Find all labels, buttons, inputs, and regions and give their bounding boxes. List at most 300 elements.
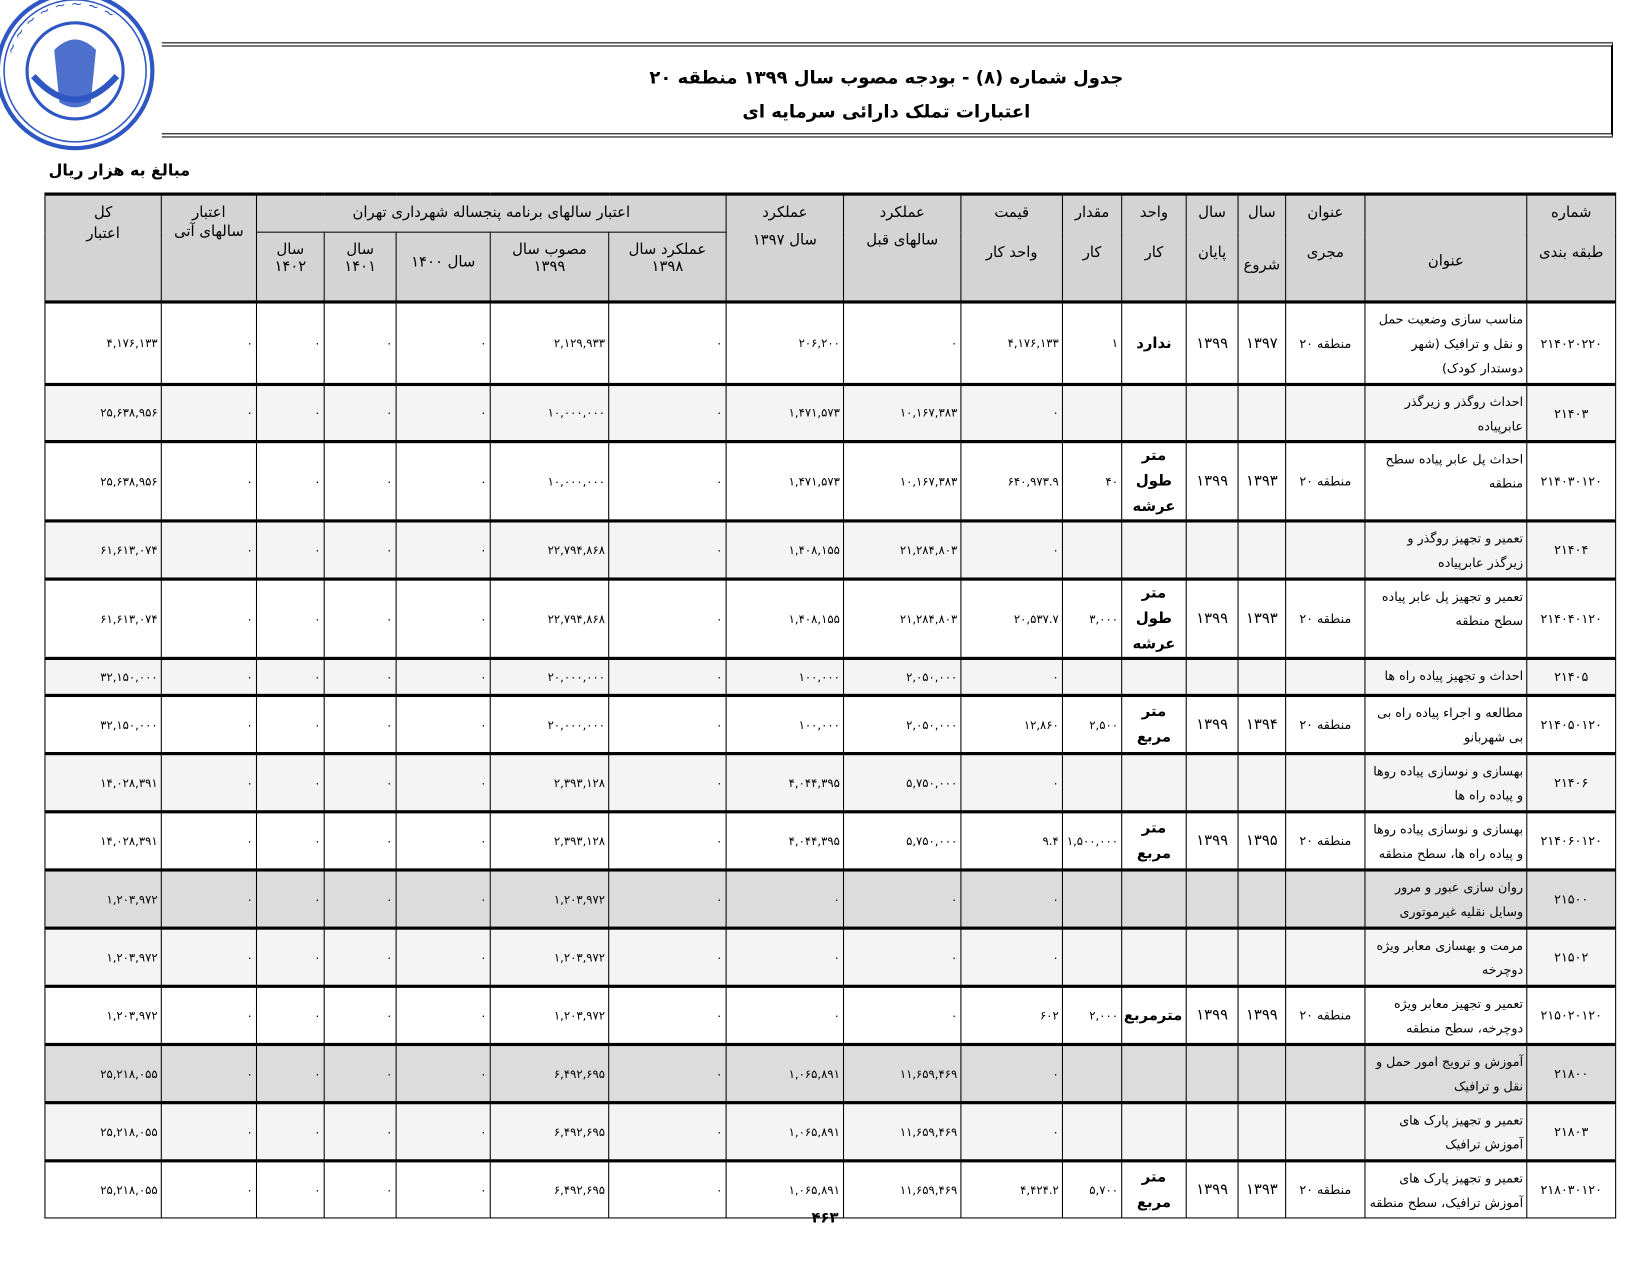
cell-future: ۰ bbox=[161, 658, 256, 695]
cell-future: ۰ bbox=[161, 384, 256, 441]
col-label: سال bbox=[1198, 204, 1226, 222]
cell-a99: ۱۰,۰۰۰,۰۰۰ bbox=[490, 384, 608, 441]
cell-executor: منطقه ۲۰ bbox=[1286, 302, 1365, 385]
cell-p97: ۰ bbox=[726, 870, 843, 928]
cell-prev: ۰ bbox=[844, 986, 961, 1044]
cell-qty bbox=[1062, 658, 1121, 695]
col-label: عملکرد سال bbox=[628, 241, 707, 259]
cell-title: احداث پل عابر پیاده سطح منطقه bbox=[1365, 442, 1527, 521]
cell-y1400: ۰ bbox=[396, 870, 490, 928]
cell-future: ۰ bbox=[161, 754, 256, 812]
cell-y1401: ۰ bbox=[324, 928, 396, 986]
cell-start: ۱۳۹۷ bbox=[1238, 302, 1286, 385]
cell-y1402: ۰ bbox=[256, 384, 324, 441]
cell-p97: ۱,۰۶۵,۸۹۱ bbox=[726, 1044, 843, 1102]
cell-title: بهسازی و نوسازی پیاده روها و پیاده راه ها، سطح منطقه bbox=[1365, 812, 1527, 870]
cell-end bbox=[1186, 384, 1238, 441]
col-label: عملکرد bbox=[879, 204, 925, 222]
cell-y1402: ۰ bbox=[256, 658, 324, 695]
cell-total: ۶۱,۶۱۳,۰۷۴ bbox=[45, 521, 161, 579]
cell-y1402: ۰ bbox=[256, 579, 324, 658]
cell-title: بهسازی و نوسازی پیاده روها و پیاده راه ها bbox=[1365, 754, 1527, 812]
cell-future: ۰ bbox=[161, 986, 256, 1044]
cell-code: ۲۱۸۰۳۰۱۲۰ bbox=[1527, 1161, 1616, 1218]
cell-y1400: ۰ bbox=[396, 754, 490, 812]
cell-start bbox=[1238, 754, 1286, 812]
cell-unit bbox=[1122, 521, 1187, 579]
cell-code: ۲۱۵۰۰ bbox=[1527, 870, 1616, 928]
cell-y1400: ۰ bbox=[396, 1044, 490, 1102]
cell-code: ۲۱۵۰۲۰۱۲۰ bbox=[1527, 986, 1616, 1044]
cell-price: ۰ bbox=[961, 658, 1063, 695]
cell-code: ۲۱۴۰۶ bbox=[1527, 754, 1616, 812]
table-row bbox=[45, 986, 1616, 1044]
cell-y1402: ۰ bbox=[256, 442, 324, 521]
cell-price: ۰ bbox=[961, 521, 1063, 579]
cell-future: ۰ bbox=[161, 870, 256, 928]
cell-title: تعمیر و تجهیز پارک های آموزش ترافیک bbox=[1365, 1103, 1527, 1161]
table-row bbox=[45, 928, 1616, 986]
col-label: کار bbox=[1144, 244, 1164, 262]
cell-p98: ۰ bbox=[609, 695, 726, 753]
cell-p97: ۱,۴۰۸,۱۵۵ bbox=[726, 521, 843, 579]
col-label: واحد bbox=[1139, 204, 1169, 222]
cell-start: ۱۳۹۹ bbox=[1238, 986, 1286, 1044]
cell-future: ۰ bbox=[161, 812, 256, 870]
cell-title: روان سازی عبور و مرور وسایل نقلیه غیرموتوری bbox=[1365, 870, 1527, 928]
title-box bbox=[162, 42, 1613, 137]
table-row bbox=[45, 812, 1616, 870]
cell-y1400: ۰ bbox=[396, 302, 490, 385]
col-label: اعتبار bbox=[86, 225, 120, 243]
cell-title: مرمت و بهسازی معابر ویژه دوچرخه bbox=[1365, 928, 1527, 986]
cell-start: ۱۳۹۳ bbox=[1238, 579, 1286, 658]
col-total bbox=[45, 194, 161, 302]
page-number: ۴۶۳ bbox=[811, 1210, 839, 1227]
cell-prev: ۲۱,۲۸۴,۸۰۳ bbox=[844, 521, 961, 579]
cell-unit: مترمربع bbox=[1122, 986, 1187, 1044]
cell-a99: ۱,۲۰۳,۹۷۲ bbox=[490, 986, 608, 1044]
cell-unit bbox=[1122, 754, 1187, 812]
cell-end bbox=[1186, 754, 1238, 812]
cell-unit: متر مربع bbox=[1122, 695, 1187, 753]
col-label: شروع bbox=[1243, 257, 1281, 274]
cell-prev: ۲۱,۲۸۴,۸۰۳ bbox=[844, 579, 961, 658]
cell-code: ۲۱۸۰۳ bbox=[1527, 1103, 1616, 1161]
col-label: مصوب سال bbox=[512, 241, 587, 259]
cell-unit bbox=[1122, 1103, 1187, 1161]
cell-price: ۶۰۲ bbox=[961, 986, 1063, 1044]
cell-code: ۲۱۴۰۵۰۱۲۰ bbox=[1527, 695, 1616, 753]
cell-start bbox=[1238, 1044, 1286, 1102]
col-label: ۱۳۹۸ bbox=[651, 258, 684, 276]
cell-title: احداث و تجهیز پیاده راه ها bbox=[1365, 658, 1527, 695]
cell-prev: ۵,۷۵۰,۰۰۰ bbox=[844, 754, 961, 812]
cell-y1401: ۰ bbox=[324, 986, 396, 1044]
col-label: عملکرد bbox=[762, 204, 808, 222]
cell-code: ۲۱۴۰۴۰۱۲۰ bbox=[1527, 579, 1616, 658]
table-row bbox=[45, 658, 1616, 695]
table-row bbox=[45, 384, 1616, 441]
col-label: طبقه بندی bbox=[1539, 244, 1604, 262]
col-unit bbox=[1122, 194, 1187, 302]
cell-a99: ۱,۲۰۳,۹۷۲ bbox=[490, 870, 608, 928]
cell-total: ۳۲,۱۵۰,۰۰۰ bbox=[45, 695, 161, 753]
col-label: سالهای قبل bbox=[866, 231, 939, 249]
col-label: سال ۱۴۰۰ bbox=[411, 253, 476, 271]
cell-unit bbox=[1122, 1044, 1187, 1102]
cell-executor bbox=[1286, 870, 1365, 928]
cell-executor: منطقه ۲۰ bbox=[1286, 986, 1365, 1044]
cell-code: ۲۱۸۰۰ bbox=[1527, 1044, 1616, 1102]
col-start bbox=[1238, 194, 1286, 302]
cell-title: احداث روگذر و زیرگذر عابرپیاده bbox=[1365, 384, 1527, 441]
cell-start bbox=[1238, 1103, 1286, 1161]
cell-title: آموزش و ترویج امور حمل و نقل و ترافیک bbox=[1365, 1044, 1527, 1102]
col-label: واحد کار bbox=[985, 244, 1038, 262]
cell-start: ۱۳۹۴ bbox=[1238, 695, 1286, 753]
cell-future: ۰ bbox=[161, 302, 256, 385]
cell-price: ۶۴۰,۹۷۳.۹ bbox=[961, 442, 1063, 521]
cell-qty bbox=[1062, 928, 1121, 986]
cell-unit: متر طول عرشه bbox=[1122, 579, 1187, 658]
cell-y1401: ۰ bbox=[324, 695, 396, 753]
cell-title: تعمیر و تجهیز پل عابر پیاده سطح منطقه bbox=[1365, 579, 1527, 658]
cell-end bbox=[1186, 1044, 1238, 1102]
col-label: ۱۴۰۲ bbox=[274, 258, 307, 276]
cell-y1400: ۰ bbox=[396, 695, 490, 753]
cell-y1401: ۰ bbox=[324, 1103, 396, 1161]
cell-total: ۶۱,۶۱۳,۰۷۴ bbox=[45, 579, 161, 658]
cell-y1400: ۰ bbox=[396, 384, 490, 441]
table-body bbox=[45, 302, 1616, 1218]
cell-total: ۱,۲۰۳,۹۷۲ bbox=[45, 986, 161, 1044]
col-y1401 bbox=[324, 232, 396, 302]
cell-executor bbox=[1286, 1044, 1365, 1102]
cell-p97: ۱۰۰,۰۰۰ bbox=[726, 658, 843, 695]
cell-y1401: ۰ bbox=[324, 658, 396, 695]
cell-executor: منطقه ۲۰ bbox=[1286, 1161, 1365, 1218]
cell-unit bbox=[1122, 870, 1187, 928]
cell-end: ۱۳۹۹ bbox=[1186, 442, 1238, 521]
cell-qty: ۴۰ bbox=[1062, 442, 1121, 521]
cell-prev: ۱۱,۶۵۹,۴۶۹ bbox=[844, 1103, 961, 1161]
cell-total: ۱۴,۰۲۸,۳۹۱ bbox=[45, 754, 161, 812]
cell-a99: ۲۲,۷۹۴,۸۶۸ bbox=[490, 521, 608, 579]
cell-future: ۰ bbox=[161, 695, 256, 753]
col-label: سال bbox=[1248, 204, 1276, 222]
cell-qty: ۵,۷۰۰ bbox=[1062, 1161, 1121, 1218]
cell-start: ۱۳۹۳ bbox=[1238, 1161, 1286, 1218]
cell-p97: ۱,۰۶۵,۸۹۱ bbox=[726, 1103, 843, 1161]
cell-total: ۱,۲۰۳,۹۷۲ bbox=[45, 870, 161, 928]
cell-a99: ۲۰,۰۰۰,۰۰۰ bbox=[490, 658, 608, 695]
cell-p98: ۰ bbox=[609, 302, 726, 385]
cell-title: مناسب سازی وضعیت حمل و نقل و ترافیک (شهر دوستدار کودک) bbox=[1365, 302, 1527, 385]
col-label: سال bbox=[276, 241, 305, 259]
cell-end bbox=[1186, 658, 1238, 695]
cell-unit: ندارد bbox=[1122, 302, 1187, 385]
cell-qty bbox=[1062, 1044, 1121, 1102]
cell-y1401: ۰ bbox=[324, 812, 396, 870]
cell-total: ۳۲,۱۵۰,۰۰۰ bbox=[45, 658, 161, 695]
cell-code: ۲۱۴۰۵ bbox=[1527, 658, 1616, 695]
cell-p97: ۱,۰۶۵,۸۹۱ bbox=[726, 1161, 843, 1218]
col-end bbox=[1186, 194, 1238, 302]
cell-y1402: ۰ bbox=[256, 928, 324, 986]
cell-title: مطالعه و اجراء پیاده راه بی بی شهربانو bbox=[1365, 695, 1527, 753]
cell-future: ۰ bbox=[161, 521, 256, 579]
cell-y1402: ۰ bbox=[256, 695, 324, 753]
unit-note: مبالغ به هزار ریال bbox=[48, 160, 191, 180]
cell-executor bbox=[1286, 928, 1365, 986]
cell-price: ۰ bbox=[961, 754, 1063, 812]
cell-code: ۲۱۴۰۳ bbox=[1527, 384, 1616, 441]
col-label: مقدار bbox=[1074, 204, 1110, 222]
col-title bbox=[1365, 194, 1527, 302]
col-p98 bbox=[609, 232, 726, 302]
table-row bbox=[45, 302, 1616, 385]
cell-y1400: ۰ bbox=[396, 812, 490, 870]
cell-p98: ۰ bbox=[609, 442, 726, 521]
cell-end bbox=[1186, 870, 1238, 928]
col-y1400 bbox=[396, 232, 490, 302]
cell-future: ۰ bbox=[161, 1103, 256, 1161]
col-label: ۱۳۹۹ bbox=[533, 258, 566, 276]
col-code bbox=[1527, 194, 1616, 302]
col-label: عنوان bbox=[1427, 252, 1464, 270]
cell-total: ۲۵,۲۱۸,۰۵۵ bbox=[45, 1103, 161, 1161]
cell-p97: ۰ bbox=[726, 986, 843, 1044]
cell-price: ۰ bbox=[961, 384, 1063, 441]
cell-y1402: ۰ bbox=[256, 521, 324, 579]
cell-p98: ۰ bbox=[609, 1161, 726, 1218]
cell-total: ۲۵,۶۳۸,۹۵۶ bbox=[45, 384, 161, 441]
cell-a99: ۲۲,۷۹۴,۸۶۸ bbox=[490, 579, 608, 658]
cell-p97: ۱,۴۷۱,۵۷۳ bbox=[726, 384, 843, 441]
cell-y1400: ۰ bbox=[396, 986, 490, 1044]
cell-y1401: ۰ bbox=[324, 754, 396, 812]
col-label: سال ۱۳۹۷ bbox=[752, 231, 817, 249]
cell-price: ۰ bbox=[961, 1103, 1063, 1161]
col-executor bbox=[1286, 194, 1365, 302]
cell-p98: ۰ bbox=[609, 1103, 726, 1161]
cell-total: ۲۵,۲۱۸,۰۵۵ bbox=[45, 1044, 161, 1102]
cell-y1401: ۰ bbox=[324, 384, 396, 441]
col-p97 bbox=[726, 194, 843, 302]
cell-a99: ۲,۳۹۳,۱۲۸ bbox=[490, 754, 608, 812]
col-label: کار bbox=[1082, 244, 1102, 262]
col-future bbox=[161, 194, 256, 302]
cell-y1402: ۰ bbox=[256, 1161, 324, 1218]
page-title: جدول شماره (۸) - بودجه مصوب سال ۱۳۹۹ منطقه ۲۰ bbox=[649, 67, 1124, 89]
cell-prev: ۱۰,۱۶۷,۳۸۳ bbox=[844, 384, 961, 441]
cell-unit: متر مربع bbox=[1122, 1161, 1187, 1218]
table-row bbox=[45, 754, 1616, 812]
col-prev bbox=[844, 194, 961, 302]
cell-unit bbox=[1122, 384, 1187, 441]
cell-p98: ۰ bbox=[609, 384, 726, 441]
cell-y1401: ۰ bbox=[324, 521, 396, 579]
cell-a99: ۶,۴۹۲,۶۹۵ bbox=[490, 1103, 608, 1161]
cell-y1402: ۰ bbox=[256, 870, 324, 928]
cell-total: ۲۵,۶۳۸,۹۵۶ bbox=[45, 442, 161, 521]
cell-executor: منطقه ۲۰ bbox=[1286, 442, 1365, 521]
cell-p98: ۰ bbox=[609, 870, 726, 928]
cell-p97: ۱,۴۷۱,۵۷۳ bbox=[726, 442, 843, 521]
cell-p97: ۴,۰۴۴,۳۹۵ bbox=[726, 754, 843, 812]
cell-p98: ۰ bbox=[609, 812, 726, 870]
col-label: مجری bbox=[1306, 244, 1344, 262]
cell-title: تعمیر و تجهیز پارک های آموزش ترافیک، سطح منطقه bbox=[1365, 1161, 1527, 1218]
cell-unit: متر مربع bbox=[1122, 812, 1187, 870]
col-label: ۱۴۰۱ bbox=[344, 258, 377, 276]
cell-qty bbox=[1062, 384, 1121, 441]
cell-end: ۱۳۹۹ bbox=[1186, 1161, 1238, 1218]
cell-executor: منطقه ۲۰ bbox=[1286, 695, 1365, 753]
cell-y1401: ۰ bbox=[324, 302, 396, 385]
cell-y1401: ۰ bbox=[324, 1161, 396, 1218]
cell-prev: ۰ bbox=[844, 870, 961, 928]
cell-prev: ۰ bbox=[844, 302, 961, 385]
council-stamp-logo bbox=[0, 0, 159, 154]
cell-y1400: ۰ bbox=[396, 658, 490, 695]
cell-a99: ۱,۲۰۳,۹۷۲ bbox=[490, 928, 608, 986]
cell-y1402: ۰ bbox=[256, 812, 324, 870]
cell-p98: ۰ bbox=[609, 1044, 726, 1102]
cell-qty: ۳,۰۰۰ bbox=[1062, 579, 1121, 658]
cell-code: ۲۱۴۰۴ bbox=[1527, 521, 1616, 579]
cell-y1400: ۰ bbox=[396, 521, 490, 579]
cell-p98: ۰ bbox=[609, 521, 726, 579]
cell-future: ۰ bbox=[161, 1044, 256, 1102]
cell-y1401: ۰ bbox=[324, 579, 396, 658]
cell-total: ۲۵,۲۱۸,۰۵۵ bbox=[45, 1161, 161, 1218]
cell-end: ۱۳۹۹ bbox=[1186, 695, 1238, 753]
cell-qty: ۲,۰۰۰ bbox=[1062, 986, 1121, 1044]
table-row bbox=[45, 579, 1616, 658]
cell-start: ۱۳۹۳ bbox=[1238, 442, 1286, 521]
cell-prev: ۱۱,۶۵۹,۴۶۹ bbox=[844, 1044, 961, 1102]
cell-y1400: ۰ bbox=[396, 1161, 490, 1218]
cell-start bbox=[1238, 928, 1286, 986]
cell-prev: ۰ bbox=[844, 928, 961, 986]
cell-executor bbox=[1286, 384, 1365, 441]
cell-title: تعمیر و تجهیز روگذر و زیرگذر عابرپیاده bbox=[1365, 521, 1527, 579]
col-label: پایان bbox=[1198, 244, 1227, 262]
cell-y1402: ۰ bbox=[256, 1044, 324, 1102]
cell-p98: ۰ bbox=[609, 579, 726, 658]
cell-end: ۱۳۹۹ bbox=[1186, 579, 1238, 658]
cell-prev: ۲,۰۵۰,۰۰۰ bbox=[844, 658, 961, 695]
col-label: کل bbox=[93, 204, 113, 222]
cell-y1402: ۰ bbox=[256, 1103, 324, 1161]
cell-y1401: ۰ bbox=[324, 1044, 396, 1102]
cell-qty: ۲,۵۰۰ bbox=[1062, 695, 1121, 753]
cell-a99: ۱۰,۰۰۰,۰۰۰ bbox=[490, 442, 608, 521]
cell-start bbox=[1238, 521, 1286, 579]
cell-end bbox=[1186, 521, 1238, 579]
cell-price: ۱۲,۸۶۰ bbox=[961, 695, 1063, 753]
cell-y1400: ۰ bbox=[396, 1103, 490, 1161]
cell-end bbox=[1186, 928, 1238, 986]
table-row bbox=[45, 1044, 1616, 1102]
cell-unit bbox=[1122, 928, 1187, 986]
cell-code: ۲۱۴۰۶۰۱۲۰ bbox=[1527, 812, 1616, 870]
cell-future: ۰ bbox=[161, 928, 256, 986]
cell-unit: متر طول عرشه bbox=[1122, 442, 1187, 521]
cell-executor bbox=[1286, 754, 1365, 812]
cell-prev: ۲,۰۵۰,۰۰۰ bbox=[844, 695, 961, 753]
cell-start bbox=[1238, 658, 1286, 695]
col-label: سال bbox=[346, 241, 374, 259]
col-price bbox=[961, 194, 1063, 302]
cell-a99: ۲۰,۰۰۰,۰۰۰ bbox=[490, 695, 608, 753]
cell-y1402: ۰ bbox=[256, 754, 324, 812]
col-y1402 bbox=[256, 232, 324, 302]
cell-qty bbox=[1062, 521, 1121, 579]
cell-p97: ۱,۴۰۸,۱۵۵ bbox=[726, 579, 843, 658]
cell-prev: ۱۰,۱۶۷,۳۸۳ bbox=[844, 442, 961, 521]
cell-total: ۴,۱۷۶,۱۳۳ bbox=[45, 302, 161, 385]
cell-executor: منطقه ۲۰ bbox=[1286, 812, 1365, 870]
col-a99 bbox=[490, 232, 608, 302]
col-label: قیمت bbox=[994, 204, 1030, 222]
cell-y1401: ۰ bbox=[324, 442, 396, 521]
cell-p97: ۲۰۶,۲۰۰ bbox=[726, 302, 843, 385]
cell-a99: ۲,۳۹۳,۱۲۸ bbox=[490, 812, 608, 870]
cell-y1400: ۰ bbox=[396, 928, 490, 986]
col-label: شماره bbox=[1551, 204, 1592, 222]
cell-y1401: ۰ bbox=[324, 870, 396, 928]
cell-start bbox=[1238, 870, 1286, 928]
cell-code: ۲۱۴۰۲۰۲۲۰ bbox=[1527, 302, 1616, 385]
cell-executor: منطقه ۲۰ bbox=[1286, 579, 1365, 658]
table-header bbox=[45, 194, 1616, 302]
cell-future: ۰ bbox=[161, 442, 256, 521]
cell-y1400: ۰ bbox=[396, 579, 490, 658]
cell-future: ۰ bbox=[161, 1161, 256, 1218]
cell-price: ۹.۴ bbox=[961, 812, 1063, 870]
cell-p97: ۰ bbox=[726, 928, 843, 986]
cell-qty bbox=[1062, 1103, 1121, 1161]
col-label: اعتبار bbox=[192, 204, 226, 222]
page-subtitle: اعتبارات تملک دارائی سرمایه ای bbox=[742, 101, 1031, 123]
cell-end: ۱۳۹۹ bbox=[1186, 302, 1238, 385]
table-row bbox=[45, 521, 1616, 579]
cell-price: ۰ bbox=[961, 928, 1063, 986]
cell-executor bbox=[1286, 1103, 1365, 1161]
table-row bbox=[45, 1103, 1616, 1161]
cell-start bbox=[1238, 384, 1286, 441]
svg-text:~ ~ ~ ~ ~ ~ ~ ~: ~ ~ ~ ~ ~ ~ ~ ~ bbox=[2, 0, 118, 57]
cell-qty bbox=[1062, 754, 1121, 812]
cell-end bbox=[1186, 1103, 1238, 1161]
cell-qty: ۱,۵۰۰,۰۰۰ bbox=[1062, 812, 1121, 870]
cell-y1402: ۰ bbox=[256, 986, 324, 1044]
cell-p97: ۱۰۰,۰۰۰ bbox=[726, 695, 843, 753]
cell-price: ۰ bbox=[961, 870, 1063, 928]
cell-y1402: ۰ bbox=[256, 302, 324, 385]
cell-y1400: ۰ bbox=[396, 442, 490, 521]
cell-qty: ۱ bbox=[1062, 302, 1121, 385]
cell-prev: ۵,۷۵۰,۰۰۰ bbox=[844, 812, 961, 870]
cell-a99: ۶,۴۹۲,۶۹۵ bbox=[490, 1161, 608, 1218]
cell-p98: ۰ bbox=[609, 658, 726, 695]
col-five-year: اعتبار سالهای برنامه پنجساله شهرداری تهران bbox=[256, 194, 726, 232]
cell-unit bbox=[1122, 658, 1187, 695]
cell-p98: ۰ bbox=[609, 928, 726, 986]
